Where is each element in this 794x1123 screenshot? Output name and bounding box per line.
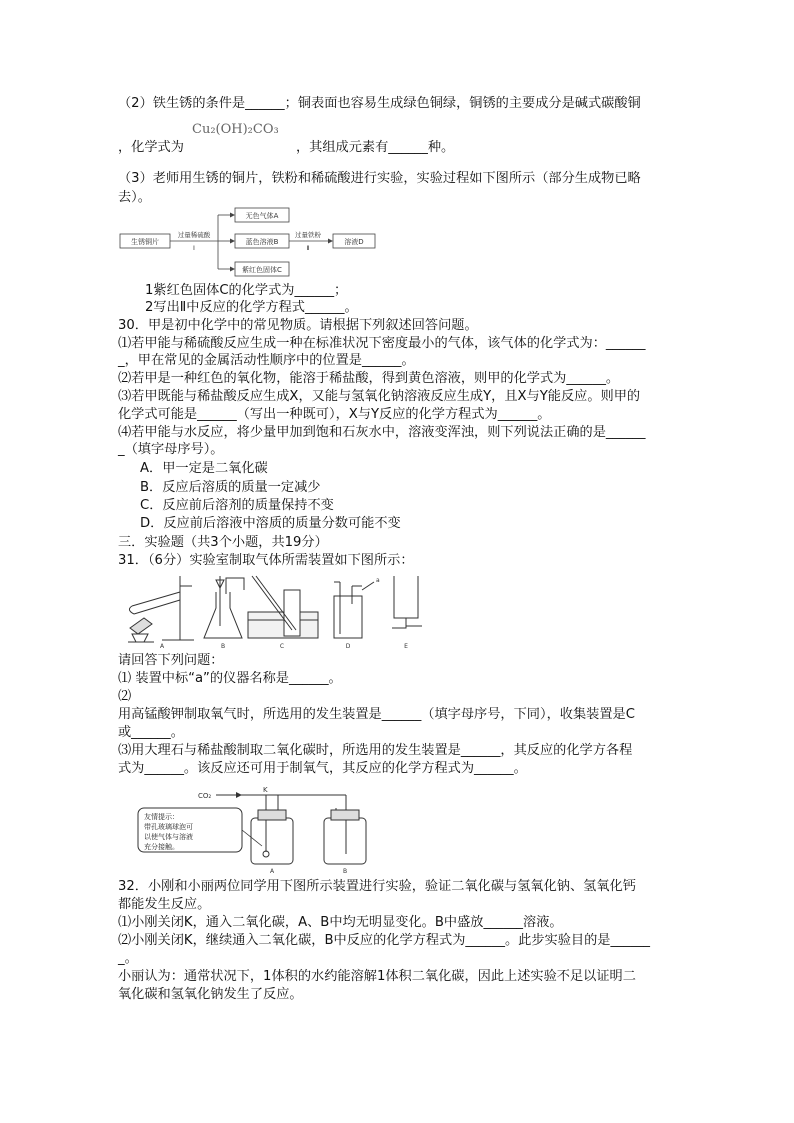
q31-line4: 用高锰酸钾制取氧气时，所选用的发生装置是______（填字母序号，下同），收集装置是C [118, 707, 635, 722]
q30-option-b: B．反应后溶质的质量一定减少 [140, 480, 321, 495]
q3-line1: （3）老师用生锈的铜片，铁粉和稀硫酸进行实验，实验过程如下图所示（部分生成物已略 [118, 171, 641, 186]
bottle-a-label: A [269, 868, 275, 874]
flow-box-b-label: 蓝色溶液B [245, 238, 279, 246]
q30-line3: ⑵若甲是一种红色的氧化物，能溶于稀盐酸，得到黄色溶液，则甲的化学式为______。 [118, 371, 620, 386]
apparatus-label-d: D [345, 643, 351, 650]
q30-line5: 化学式可能是______（写出一种既可），X与Y反应的化学方程式为______。 [118, 407, 551, 422]
q30-option-c: C．反应前后溶剂的质量保持不变 [140, 498, 334, 513]
flow-step2-label: Ⅱ [306, 244, 310, 252]
q32-line2: 都能发生反应。 [118, 897, 211, 912]
tip-line4: 充分接触。 [144, 843, 179, 851]
q31-line3: ⑵ [118, 689, 132, 704]
reaction-flow-diagram [118, 204, 388, 280]
flow-step1-label: Ⅰ [193, 244, 195, 252]
flow-box-a-label: 无色气体A [245, 212, 279, 220]
tip-line3: 以使气体与溶液 [144, 833, 193, 841]
apparatus-d [334, 582, 374, 638]
tip-line2: 带孔玻璃球泡可 [144, 823, 193, 831]
q32-line7: 氧化碳和氢氧化钠发生了反应。 [118, 987, 303, 1002]
q2-line2a: ，化学式为 [118, 140, 184, 155]
section-3-heading: 三．实验题（共3个小题，共19分） [118, 535, 328, 550]
q30-option-d: D．反应前后溶液中溶质的质量分数可能不变 [140, 516, 401, 531]
apparatus-b [204, 576, 244, 638]
bottle-b-label: B [342, 868, 348, 874]
q31-line5: 或______。 [118, 725, 184, 740]
q30-line2: _，甲在常见的金属活动性顺序中的位置是______。 [118, 353, 415, 368]
q2-line1: （2）铁生锈的条件是______；铜表面也容易生成绿色铜绿，铜锈的主要成分是碱式碳酸铜 [118, 96, 641, 111]
valve-k-label: K [263, 786, 268, 794]
q30-line1: ⑴若甲能与稀硫酸反应生成一种在标准状况下密度最小的气体，该气体的化学式为：______ [118, 336, 646, 351]
q30-line7: _（填字母序号）。 [118, 442, 224, 457]
bottle-a [251, 818, 293, 864]
tip-line1: 友情提示： [144, 813, 179, 821]
flow-arrow2-label: 过量铁粉 [295, 231, 321, 239]
bottle-b [324, 818, 366, 864]
q32-line6: 小丽认为：通常状况下，1体积的水约能溶解1体积二氧化碳，因此上述实验不足以证明二 [118, 969, 636, 984]
apparatus-mark-a: a [376, 577, 380, 584]
q32-line3: ⑴小刚关闭K，通入二氧化碳，A、B中均无明显变化。B中盛放______溶液。 [118, 915, 563, 930]
apparatus-a [128, 576, 194, 642]
q30-line6: ⑷若甲能与水反应，将少量甲加到饱和石灰水中，溶液变浑浊，则下列说法正确的是______ [118, 425, 646, 440]
q31-line7: 式为______。该反应还可用于制氧气，其反应的化学方程式为______。 [118, 761, 527, 776]
apparatus-label-a: A [159, 643, 165, 650]
flow-arrow1-label: 过量稀硫酸 [177, 231, 211, 239]
co2-label: CO₂ [198, 792, 212, 800]
gas-apparatus-figure [122, 568, 442, 650]
q2-line2b: ，其组成元素有______种。 [296, 140, 455, 155]
q30-stem: 30．甲是初中化学中的常见物质。请根据下列叙述回答问题。 [118, 318, 478, 333]
q3-line2: 去）。 [118, 190, 151, 205]
q31-line2: ⑴ 装置中标“a”的仪器名称是______。 [118, 671, 342, 686]
q30-line4: ⑶若甲既能与稀盐酸反应生成X，又能与氢氧化钠溶液反应生成Y，且X与Y能反应。则甲的 [118, 389, 641, 404]
flow-box-c-label: 紫红色固体C [242, 266, 282, 274]
flow-box-d-label: 溶液D [344, 238, 364, 246]
q32-line1: 32．小刚和小丽两位同学用下图所示装置进行实验，验证二氧化碳与氢氧化钠、氢氧化钙 [118, 879, 636, 894]
copper-rust-formula: Cu₂(OH)₂CO₃ [192, 122, 279, 137]
q32-line5: _。 [118, 951, 138, 966]
apparatus-c [248, 576, 318, 638]
q3-sub1: 1紫红色固体C的化学式为______； [145, 283, 348, 298]
flow-start-label: 生锈铜片 [131, 238, 159, 246]
q31-line6: ⑶用大理石与稀盐酸制取二氧化碳时，所选用的发生装置是______，其反应的化学方各程 [118, 743, 633, 758]
co2-naoh-apparatus-figure [136, 784, 376, 874]
q31-line1: 请回答下列问题： [118, 653, 224, 668]
q3-sub2: 2写出Ⅱ中反应的化学方程式______。 [145, 300, 358, 315]
apparatus-e [392, 576, 422, 628]
q30-option-a: A．甲一定是二氧化碳 [140, 461, 268, 476]
q32-line4: ⑵小刚关闭K，继续通入二氧化碳，B中反应的化学方程式为______。此步实验目的是______ [118, 933, 651, 948]
apparatus-label-e: E [404, 643, 408, 650]
apparatus-label-c: C [279, 643, 285, 650]
apparatus-label-b: B [220, 643, 226, 650]
q31-stem: 31．（6分）实验室制取气体所需装置如下图所示： [118, 553, 414, 568]
